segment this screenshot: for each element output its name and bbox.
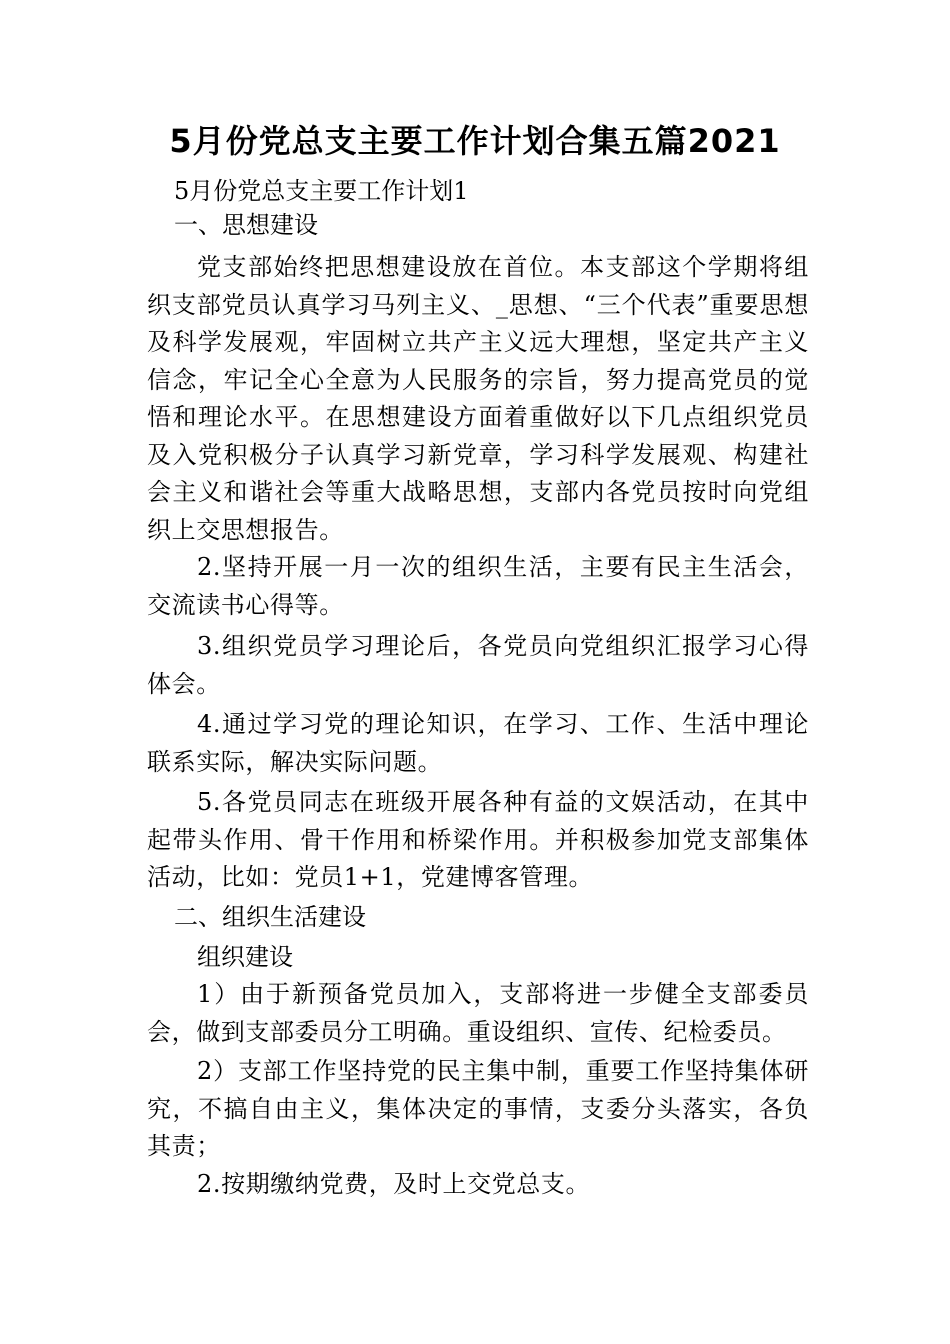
paragraph-item-4: 4.通过学习党的理论知识，在学习、工作、生活中理论联系实际，解决实际问题。 xyxy=(147,710,809,776)
section-heading-organization: 二、组织生活建设 xyxy=(174,903,366,931)
paragraph-item-2: 2.坚持开展一月一次的组织生活，主要有民主生活会，交流读书心得等。 xyxy=(147,553,809,619)
section-heading-ideology: 一、思想建设 xyxy=(174,211,318,239)
paragraph-item-5: 5.各党员同志在班级开展各种有益的文娱活动，在其中起带头作用、骨干作用和桥梁作用。并积极参加党支部集体活动，比如：党员1+1，党建博客管理。 xyxy=(147,788,809,891)
document-subtitle: 5月份党总支主要工作计划1 xyxy=(174,177,469,205)
paragraph-party-dues: 2.按期缴纳党费，及时上交党总支。 xyxy=(197,1170,591,1198)
paragraph-org-1: 1）由于新预备党员加入，支部将进一步健全支部委员会，做到支部委员分工明确。重设组织、宣传、纪检委员。 xyxy=(147,980,809,1046)
sub-heading-organization: 组织建设 xyxy=(197,943,293,971)
paragraph-org-2: 2）支部工作坚持党的民主集中制，重要工作坚持集体研究，不搞自由主义，集体决定的事情，支委分头落实，各负其责； xyxy=(147,1057,809,1160)
paragraph-item-3: 3.组织党员学习理论后，各党员向党组织汇报学习心得体会。 xyxy=(147,632,809,698)
paragraph-ideology: 党支部始终把思想建设放在首位。本支部这个学期将组织支部党员认真学习马列主义、_思想、“三个代表”重要思想及科学发展观，牢固树立共产主义远大理想，坚定共产主义信念，牢记全心全意为人民服务的宗旨，努力提高党员的觉悟和理论水平。在思想建设方面着重做好以下几点组织党员及入党积极分子认真学习新党章，学习科学发展观、构建社会主义和谐社会等重大战略思想，支部内各党员按时向党组织上交思想报告。 xyxy=(147,253,809,544)
document-title: 5月份党总支主要工作计划合集五篇2021 xyxy=(169,122,781,160)
